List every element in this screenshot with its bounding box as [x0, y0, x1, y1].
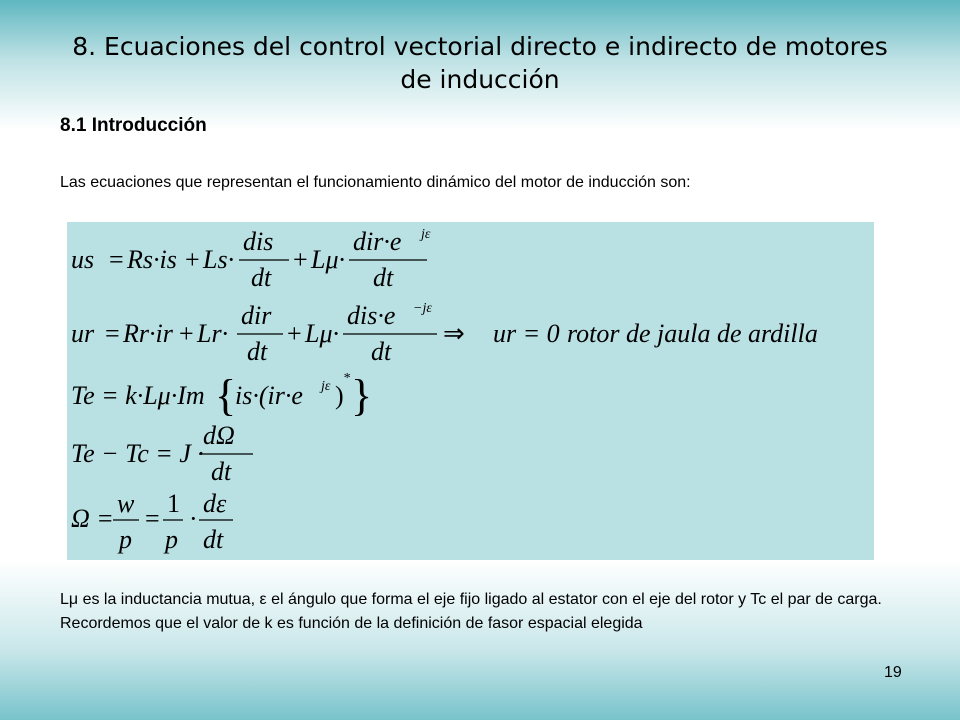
eq5-dot: · — [189, 504, 198, 533]
equation-rotor-voltage — [71, 301, 818, 366]
eq2-term1: Rr·ir — [123, 319, 173, 348]
eq2-num2: dir — [241, 301, 272, 330]
eq1-plus: + — [185, 245, 200, 274]
eq4-num: dΩ — [203, 421, 235, 450]
eq5-num3: dε — [203, 489, 227, 518]
eq5-den1: p — [119, 525, 132, 554]
eq3-text: Te = k·Lμ·Im — [71, 381, 205, 410]
eq2-den3: dt — [371, 337, 392, 366]
note-line-2: Recordemos que el valor de k es función de la definición de fasor espacial elegida — [60, 615, 643, 632]
eq3-close-paren: ) — [335, 381, 344, 410]
eq2-sup3: −jε — [413, 301, 432, 316]
intro-text: Las ecuaciones que representan el funcionamiento dinámico del motor de inducción son: — [60, 174, 691, 191]
eq2-plus: + — [179, 319, 194, 348]
eq3-open-brace: { — [215, 371, 237, 420]
notes-text — [60, 588, 910, 636]
eq1-num3: dir·e — [353, 227, 402, 256]
eq1-equals: = — [109, 245, 124, 274]
eq1-num2: dis — [243, 227, 274, 256]
eq1-den3: dt — [373, 263, 394, 292]
eq5-lhs: Ω = — [71, 504, 114, 533]
eq1-term3: Lμ· — [311, 245, 346, 274]
eq4-text: Te − Tc = J · — [71, 439, 204, 468]
implies-arrow: ⇒ — [443, 319, 465, 348]
eq1-term1: Rs·is — [127, 245, 177, 274]
eq2-num3: dis·e — [347, 301, 396, 330]
eq1-plus-2: + — [293, 245, 308, 274]
eq5-den2: p — [165, 525, 178, 554]
eq1-sup3: jε — [421, 227, 431, 242]
eq4-den: dt — [211, 457, 232, 486]
eq2-equals: = — [105, 319, 120, 348]
eq1-term2: Ls· — [203, 245, 235, 274]
section-heading: 8.1 Introducción — [60, 115, 207, 136]
page-number: 19 — [884, 664, 902, 681]
page-title: 8. Ecuaciones del control vectorial directo e indirecto de motores de inducción — [72, 32, 888, 94]
equation-torque — [71, 371, 372, 420]
eq3-close-brace: } — [351, 371, 373, 420]
equation-stator-voltage — [71, 227, 431, 292]
note-line-1: Lμ es la inductancia mutua, ε el ángulo que forma el eje fijo ligado al estator con el eje del rotor y Tc el par de carga. — [60, 591, 882, 608]
equations-panel — [67, 222, 874, 560]
eq2-term2: Lr· — [197, 319, 229, 348]
equations-svg — [67, 222, 874, 560]
equation-mechanical — [71, 421, 253, 486]
eq2-den2: dt — [247, 337, 268, 366]
eq2-term3: Lμ· — [305, 319, 340, 348]
equation-speed — [71, 489, 233, 554]
eq2-note: rotor de jaula de ardilla — [567, 319, 818, 348]
eq5-equals: = — [145, 504, 160, 533]
eq1-lhs: us — [71, 245, 95, 274]
eq5-den3: dt — [203, 525, 224, 554]
eq3-sup: jε — [321, 379, 331, 394]
eq2-rhs: ur = 0 — [493, 319, 560, 348]
eq2-lhs: ur — [71, 319, 95, 348]
eq5-num1: w — [117, 489, 135, 518]
eq3-star: * — [343, 371, 350, 386]
eq2-plus-2: + — [287, 319, 302, 348]
eq3-inner: is·(ir·e — [235, 381, 303, 410]
eq1-den2: dt — [251, 263, 272, 292]
eq5-num2: 1 — [167, 489, 180, 518]
